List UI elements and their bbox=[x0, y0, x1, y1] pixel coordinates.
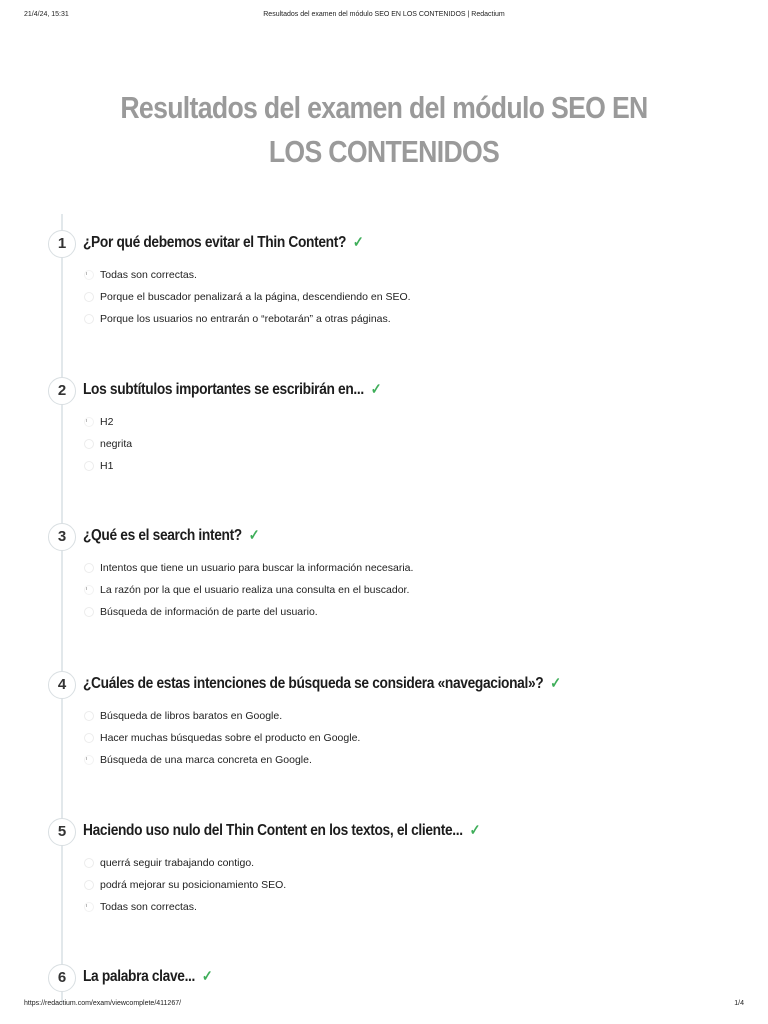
answer-option: Búsqueda de libros baratos en Google. bbox=[88, 707, 728, 729]
answer-option: Todas son correctas. bbox=[88, 266, 728, 288]
check-icon: ✓ bbox=[352, 234, 364, 251]
answer-options bbox=[48, 854, 728, 920]
radio-icon bbox=[84, 563, 94, 573]
check-icon: ✓ bbox=[201, 968, 213, 985]
print-footer bbox=[24, 1000, 744, 1010]
question-4 bbox=[48, 671, 728, 773]
answer-option: Hacer muchas búsquedas sobre el producto en Google. bbox=[88, 729, 728, 751]
radio-icon bbox=[84, 314, 94, 324]
print-header bbox=[24, 11, 744, 21]
radio-icon bbox=[84, 711, 94, 721]
answer-option: Búsqueda de información de parte del usuario. bbox=[88, 603, 728, 625]
question-text: ¿Qué es el search intent? ✓ bbox=[83, 527, 260, 544]
print-date: 21/4/24, 15:31 bbox=[24, 11, 69, 18]
answer-option: querrá seguir trabajando contigo. bbox=[88, 854, 728, 876]
question-number: 3 bbox=[48, 523, 76, 551]
radio-icon bbox=[84, 439, 94, 449]
radio-icon bbox=[84, 461, 94, 471]
question-1 bbox=[48, 230, 728, 332]
print-document-title: Resultados del examen del módulo SEO EN LOS CONTENIDOS | Redactium bbox=[263, 11, 505, 18]
question-3 bbox=[48, 523, 728, 625]
answer-option: Intentos que tiene un usuario para buscar la información necesaria. bbox=[88, 559, 728, 581]
answer-option: H1 bbox=[88, 457, 728, 479]
question-number: 4 bbox=[48, 671, 76, 699]
answer-option: La razón por la que el usuario realiza una consulta en el buscador. bbox=[88, 581, 728, 603]
answer-option: Búsqueda de una marca concreta en Google. bbox=[88, 751, 728, 773]
print-page-number: 1/4 bbox=[734, 1000, 744, 1007]
radio-icon bbox=[84, 858, 94, 868]
answer-option: podrá mejorar su posicionamiento SEO. bbox=[88, 876, 728, 898]
radio-selected-icon bbox=[84, 417, 94, 427]
radio-icon bbox=[84, 880, 94, 890]
question-text: ¿Por qué debemos evitar el Thin Content? ✓ bbox=[83, 234, 364, 251]
answer-options bbox=[48, 707, 728, 773]
radio-selected-icon bbox=[84, 270, 94, 280]
question-text: Haciendo uso nulo del Thin Content en los textos, el cliente... ✓ bbox=[83, 822, 481, 839]
radio-icon bbox=[84, 292, 94, 302]
answer-options bbox=[48, 559, 728, 625]
radio-icon bbox=[84, 607, 94, 617]
question-number: 5 bbox=[48, 818, 76, 846]
radio-selected-icon bbox=[84, 585, 94, 595]
answer-option: Porque el buscador penalizará a la página, descendiendo en SEO. bbox=[88, 288, 728, 310]
question-text: Los subtítulos importantes se escribirán en... ✓ bbox=[83, 381, 382, 398]
question-number: 2 bbox=[48, 377, 76, 405]
check-icon: ✓ bbox=[248, 527, 260, 544]
answer-options bbox=[48, 266, 728, 332]
answer-option: H2 bbox=[88, 413, 728, 435]
page-title: Resultados del examen del módulo SEO EN LOS CONTENIDOS bbox=[120, 90, 648, 169]
check-icon: ✓ bbox=[550, 675, 561, 692]
question-2 bbox=[48, 377, 728, 479]
radio-selected-icon bbox=[84, 755, 94, 765]
question-5 bbox=[48, 818, 728, 920]
answer-option: Todas son correctas. bbox=[88, 898, 728, 920]
question-6 bbox=[48, 964, 728, 992]
print-url: https://redactium.com/exam/viewcomplete/411267/ bbox=[24, 1000, 182, 1007]
answer-option: negrita bbox=[88, 435, 728, 457]
question-text: La palabra clave... ✓ bbox=[83, 968, 213, 985]
check-icon: ✓ bbox=[370, 381, 382, 398]
answer-option: Porque los usuarios no entrarán o “rebotarán” a otras páginas. bbox=[88, 310, 728, 332]
answer-options bbox=[48, 413, 728, 479]
question-number: 1 bbox=[48, 230, 76, 258]
question-number: 6 bbox=[48, 964, 76, 992]
check-icon: ✓ bbox=[469, 822, 481, 839]
radio-selected-icon bbox=[84, 902, 94, 912]
question-text: ¿Cuáles de estas intenciones de búsqueda se considera «navegacional»? ✓ bbox=[83, 675, 561, 692]
radio-icon bbox=[84, 733, 94, 743]
